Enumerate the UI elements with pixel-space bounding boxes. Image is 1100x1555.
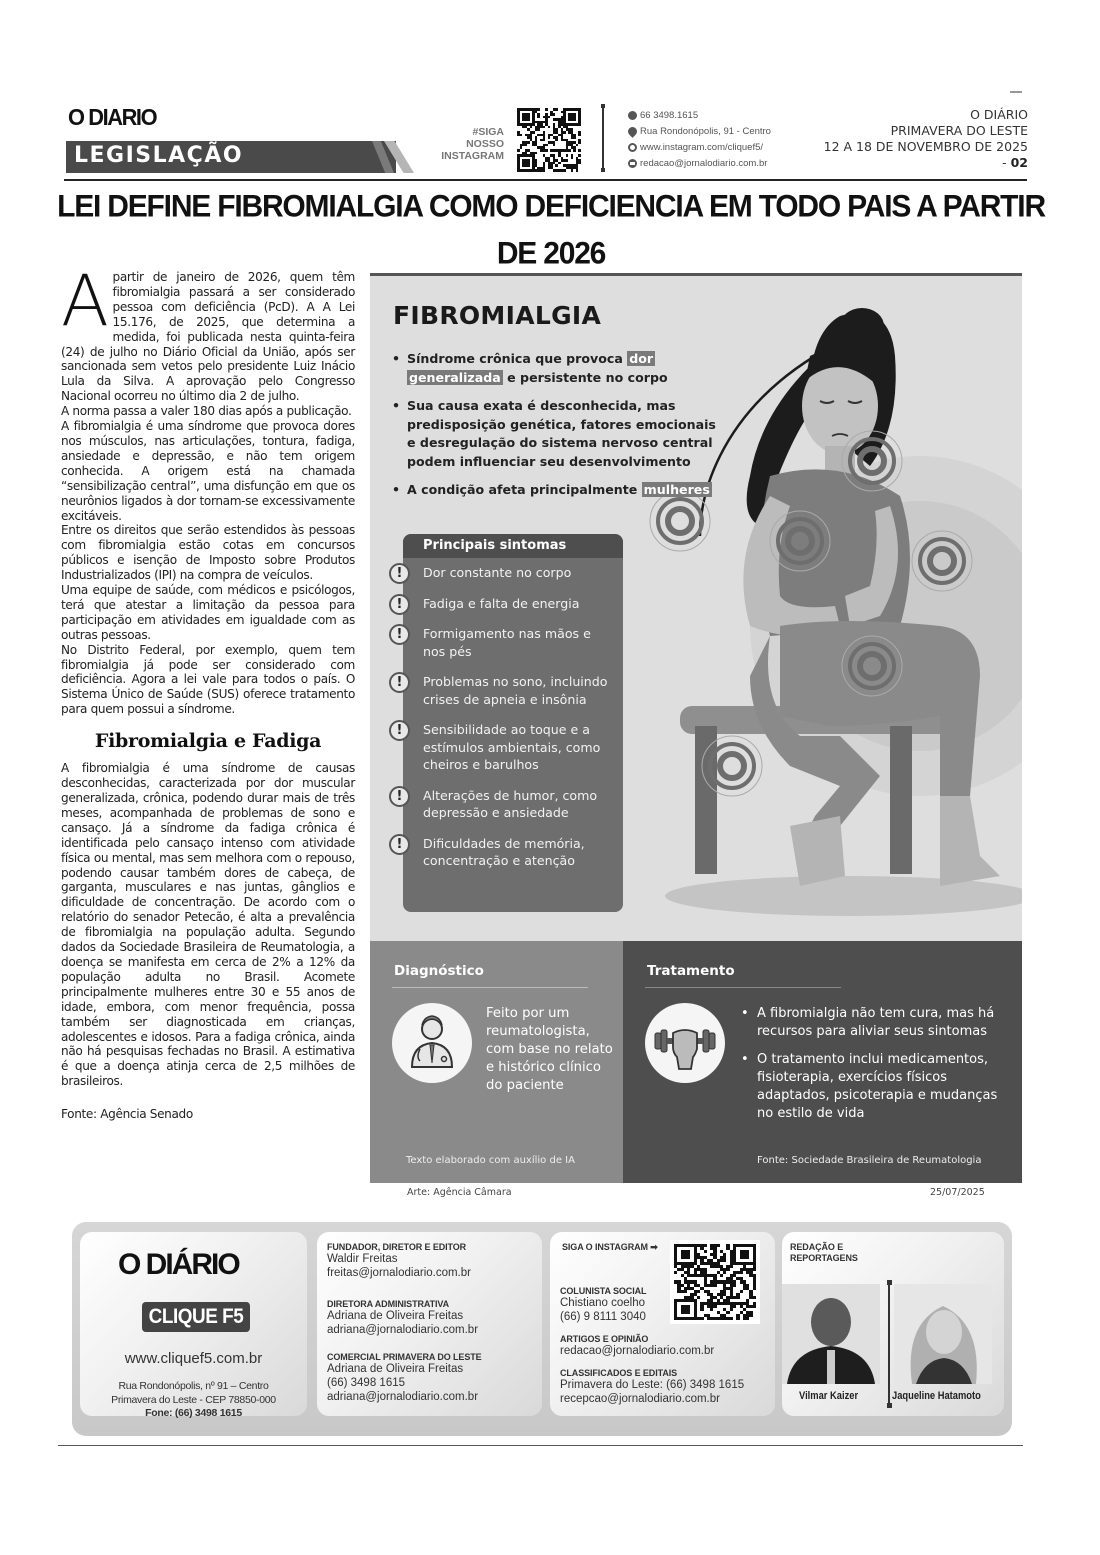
qr-code[interactable] xyxy=(517,108,581,172)
page-number-value: 02 xyxy=(1010,155,1028,170)
top-edge-mark xyxy=(1010,91,1022,93)
reporter-photo xyxy=(894,1284,992,1384)
staff-block xyxy=(327,1352,482,1404)
article-paragraph xyxy=(61,260,355,404)
location-pin-icon xyxy=(626,125,639,138)
bullet-text: e persistente no corpo xyxy=(502,369,668,385)
page-prefix: - xyxy=(1002,155,1011,170)
treatment-title: Tratamento xyxy=(647,963,735,979)
symptom-text: Alterações de humor, como depressão e ansiedade xyxy=(423,787,598,820)
siga-line: NOSSO xyxy=(466,138,504,150)
footer-brand-card xyxy=(80,1232,307,1419)
staff-role: COLUNISTA SOCIAL xyxy=(560,1286,647,1296)
columnist-block xyxy=(560,1286,646,1324)
staff-role: FUNDADOR, DIRETOR E EDITOR xyxy=(327,1242,467,1252)
footer-website-link[interactable]: www.cliquef5.com.br xyxy=(124,1350,263,1367)
contact-instagram[interactable] xyxy=(628,139,771,155)
contact-address-text: Rua Rondonópolis, 91 - Centro xyxy=(640,125,771,137)
staff-email[interactable]: freitas@jornalodiario.com.br xyxy=(327,1267,471,1279)
edition-date: 12 A 18 DE NOVEMBRO DE 2025 xyxy=(823,139,1028,154)
staff-name: Adriana de Oliveira Freitas xyxy=(327,1310,464,1322)
symptoms-title: Principais sintomas xyxy=(403,534,623,558)
treatment-list xyxy=(741,1005,1011,1133)
article-paragraph: A norma passa a valer 180 dias após a publicação. xyxy=(61,404,352,419)
highlight-text: generalizada xyxy=(409,369,501,385)
staff-phone: (66) 3498 1615 xyxy=(327,1377,406,1389)
article-paragraph: A fibromialgia é uma síndrome de causas desconhecidas, caracterizada por dor muscular generalizada, crônica, podendo durar mais de três meses, acompanhada de problemas de sono e cansaço. Já a síndrome da fadiga crônica é identificada pelo cansaço intenso com atividade física ou mental, mas sem melhora com o repouso, podendo causar também dores de cabeça, de garganta, musculares e nas juntas, gânglios e dificuldade de concentração. De acordo com o relatório do senador Petecão, é alta a prevalência de fibromialgia na população adulta. Segundo dados da Sociedade Brasileira de Reumatologia, a doença se manifesta em cerca de 2% a 12% da população adulta no Brasil. Acomete principalmente mulheres entre 30 e 55 anos de idade, embora, com menor frequência, possa também ser diagnosticada em crianças, adolescentes e idosos. Para a fadiga crônica, ainda não há pesquisas fechadas no Brasil. A estimativa é que a doença atinja cerca de 2,5 milhões de brasileiros. xyxy=(61,761,355,1089)
footer-address xyxy=(80,1380,307,1421)
staff-phone: (66) 9 8111 3040 xyxy=(560,1311,646,1323)
symptom-item xyxy=(396,835,623,870)
reporters-label: REDAÇÃO E REPORTAGENS xyxy=(790,1242,858,1263)
footer-phone: Fone: (66) 3498 1615 xyxy=(145,1407,242,1419)
edition-city: PRIMAVERA DO LESTE xyxy=(890,123,1028,138)
headline: LEI DEFINE FIBROMIALGIA COMO DEFICIENCIA EM TODO PAIS A PARTIR DE 2026 xyxy=(57,189,1045,271)
staff-block xyxy=(327,1299,478,1337)
symptom-text: Dor constante no corpo xyxy=(423,565,572,580)
staff-role: DIRETORA ADMINISTRATIVA xyxy=(327,1299,450,1309)
infographic xyxy=(370,273,1022,1183)
warning-icon: ! xyxy=(389,720,410,741)
contact-email-link[interactable]: redacao@jornalodiario.com.br xyxy=(640,157,768,169)
bullet-text: Síndrome crônica que provoca xyxy=(407,351,628,366)
classifieds-block xyxy=(560,1368,744,1406)
warning-icon: ! xyxy=(389,834,410,855)
reporter-name: Jaqueline Hatamoto xyxy=(892,1390,981,1402)
art-credit: Arte: Agência Câmara xyxy=(407,1187,512,1198)
footer-reporters-card xyxy=(782,1232,1004,1416)
infographic-title: FIBROMIALGIA xyxy=(393,301,602,330)
edition-info xyxy=(824,107,1028,171)
symptom-text: Problemas no sono, incluindo crises de apneia e insônia xyxy=(423,674,608,707)
clique-f5-badge: CLIQUE F5 xyxy=(142,1302,250,1332)
diagnosis-panel xyxy=(370,941,623,1183)
treatment-footnote: Fonte: Sociedade Brasileira de Reumatologia xyxy=(757,1155,982,1166)
contact-phone-text: 66 3498.1615 xyxy=(640,109,699,121)
staff-name: Waldir Freitas xyxy=(327,1253,398,1265)
symptom-text: Fadiga e falta de energia xyxy=(423,595,580,611)
symptoms-panel xyxy=(396,534,623,912)
staff-name: Chistiano coelho xyxy=(560,1297,646,1309)
footer-contacts-card xyxy=(550,1232,775,1416)
article-source: Fonte: Agência Senado xyxy=(61,1107,193,1122)
staff-email[interactable]: adriana@jornalodiario.com.br xyxy=(327,1324,479,1336)
treatment-panel xyxy=(623,941,1022,1183)
highlight-text: mulheres xyxy=(643,482,710,497)
warning-icon: ! xyxy=(389,594,410,615)
footer-logo: O DIÁRIO xyxy=(118,1248,239,1281)
staff-email[interactable]: redacao@jornalodiario.com.br xyxy=(560,1345,715,1357)
divider xyxy=(645,987,841,988)
symptom-item xyxy=(396,564,623,582)
whatsapp-icon xyxy=(628,111,637,120)
address-line: Primavera do Leste - CEP 78850-000 xyxy=(111,1393,276,1406)
contact-address xyxy=(628,123,771,139)
article-paragraph: No Distrito Federal, por exemplo, quem tem fibromialgia já pode ser considerado com deficiência. Agora a lei vale para todos o país. O Sistema Único de Saúde (SUS) oferece tratamento para quem possui a síndrome. xyxy=(61,642,355,717)
footer-staff-card xyxy=(317,1232,542,1416)
staff-role: COMERCIAL PRIMAVERA DO LESTE xyxy=(327,1352,482,1362)
symptom-item xyxy=(396,625,623,660)
page-number xyxy=(824,155,1028,171)
section-label: LEGISLAÇÃO xyxy=(74,143,244,168)
siga-line: INSTAGRAM xyxy=(441,150,504,162)
email-icon xyxy=(628,159,637,168)
diagnosis-text: Feito por um reumatologista, com base no relato e histórico clínico do paciente xyxy=(486,1006,613,1093)
infographic-bullet xyxy=(392,481,722,500)
infographic-bullet: • Sua causa exata é desconhecida, mas predisposição genética, fatores emocionais e desregulação do sistema nervoso central podem influenciar seu desenvolvimento xyxy=(392,397,722,471)
diagnosis-title: Diagnóstico xyxy=(394,963,484,979)
contact-phone xyxy=(628,107,771,123)
qr-code[interactable] xyxy=(670,1240,760,1324)
article-paragraph: Entre os direitos que serão estendidos às pessoas com fibromialgia estão cotas em concursos públicos e isenção de Imposto sobre Produtos Industrializados (IPI) na compra de veículos. xyxy=(61,523,355,583)
contact-list xyxy=(628,107,771,171)
infographic-bullet xyxy=(392,350,722,387)
staff-phone: Primavera do Leste: (66) 3498 1615 xyxy=(560,1379,745,1391)
diagnosis-footnote: Texto elaborado com auxílio de IA xyxy=(406,1155,575,1166)
article-body xyxy=(61,260,355,1122)
warning-icon: ! xyxy=(389,786,410,807)
symptom-item xyxy=(396,595,623,613)
symptom-item xyxy=(396,673,623,708)
siga-line: #SIGA xyxy=(472,126,504,138)
infographic-date: 25/07/2025 xyxy=(930,1187,985,1198)
article-subhead: Fibromialgia e Fadiga xyxy=(94,730,322,753)
header-rule xyxy=(64,179,1027,181)
infographic-bullets xyxy=(392,350,722,510)
symptom-text: Dificuldades de memória, concentração e atenção xyxy=(423,835,585,868)
address-line: Rua Rondonópolis, nº 91 – Centro xyxy=(118,1380,269,1392)
divider xyxy=(392,987,588,988)
warning-icon: ! xyxy=(389,624,410,645)
instagram-icon xyxy=(628,143,637,152)
staff-email[interactable]: recepcao@jornalodiario.com.br xyxy=(560,1393,720,1405)
staff-name: Adriana de Oliveira Freitas xyxy=(327,1363,464,1375)
header-divider xyxy=(602,104,607,172)
instagram-callout: SIGA O INSTAGRAM ➡ xyxy=(562,1242,658,1252)
article-paragraph: Uma equipe de saúde, com médicos e psicólogos, terá que atestar a limitação da pessoa para participação em atividades em igualdade com as outras pessoas. xyxy=(61,583,355,642)
reporters-divider xyxy=(888,1280,890,1408)
warning-icon: ! xyxy=(389,672,410,693)
contact-email[interactable] xyxy=(628,155,771,171)
warning-icon: ! xyxy=(389,563,410,584)
symptom-text: Sensibilidade ao toque e a estímulos ambientais, como cheiros e barulhos xyxy=(423,722,601,772)
symptom-item xyxy=(396,721,623,774)
symptom-item xyxy=(396,787,623,822)
reporter-name: Vilmar Kaizer xyxy=(799,1390,859,1402)
doctor-icon xyxy=(392,1003,472,1083)
paragraph-text: partir de janeiro de 2026, quem têm fibromialgia passará a ser considerado pessoa com deficiência (PcD). A A Lei 15.176, de 2025, que determina a medida, foi publicada nesta quinta-feira (24) de julho no Diário Oficial da União, após ser sancionada sem vetos pelo presidente Luiz Inácio Lula da Silva. A aprovação pelo Congresso Nacional ocorreu no último dia 2 de julho. xyxy=(61,270,355,404)
staff-email[interactable]: adriana@jornalodiario.com.br xyxy=(327,1391,479,1403)
highlight-text: dor xyxy=(629,351,654,366)
masthead-logo: O DIARIO xyxy=(68,104,157,130)
drop-cap: A xyxy=(61,260,109,342)
dumbbell-fist-icon xyxy=(645,1003,725,1083)
symptom-text: Formigamento nas mãos e nos pés xyxy=(423,626,591,659)
article-paragraph: A fibromialgia é uma síndrome que provoca dores nos músculos, nas articulações, tontura, fadiga, ansiedade e depressão, e não tem origem conhecida. A origem está na chamada “sensibilização central”, uma disfunção em que os neurônios ligados à dor tornam-se excessivamente excitáveis. xyxy=(61,419,355,523)
treatment-item: • O tratamento inclui medicamentos, fisioterapia, exercícios físicos adaptados, psicoterapia e mudanças no estilo de vida xyxy=(741,1051,1011,1123)
contact-instagram-link[interactable]: www.instagram.com/cliquef5/ xyxy=(640,141,764,153)
masthead-footer xyxy=(72,1222,1012,1436)
symptoms-list xyxy=(396,558,623,870)
treatment-item: • A fibromialgia não tem cura, mas há recursos para aliviar seus sintomas xyxy=(741,1005,1011,1041)
follow-instagram-callout xyxy=(438,126,504,162)
reporter-photo xyxy=(782,1284,880,1384)
bullet-text: A condição afeta principalmente xyxy=(407,482,642,497)
staff-role: ARTIGOS E OPINIÃO xyxy=(560,1334,649,1344)
page-bottom-rule xyxy=(58,1445,1023,1446)
staff-block xyxy=(327,1242,471,1280)
staff-role: CLASSIFICADOS E EDITAIS xyxy=(560,1368,678,1378)
paper-name: O DIÁRIO xyxy=(970,107,1028,122)
articles-block xyxy=(560,1334,714,1358)
